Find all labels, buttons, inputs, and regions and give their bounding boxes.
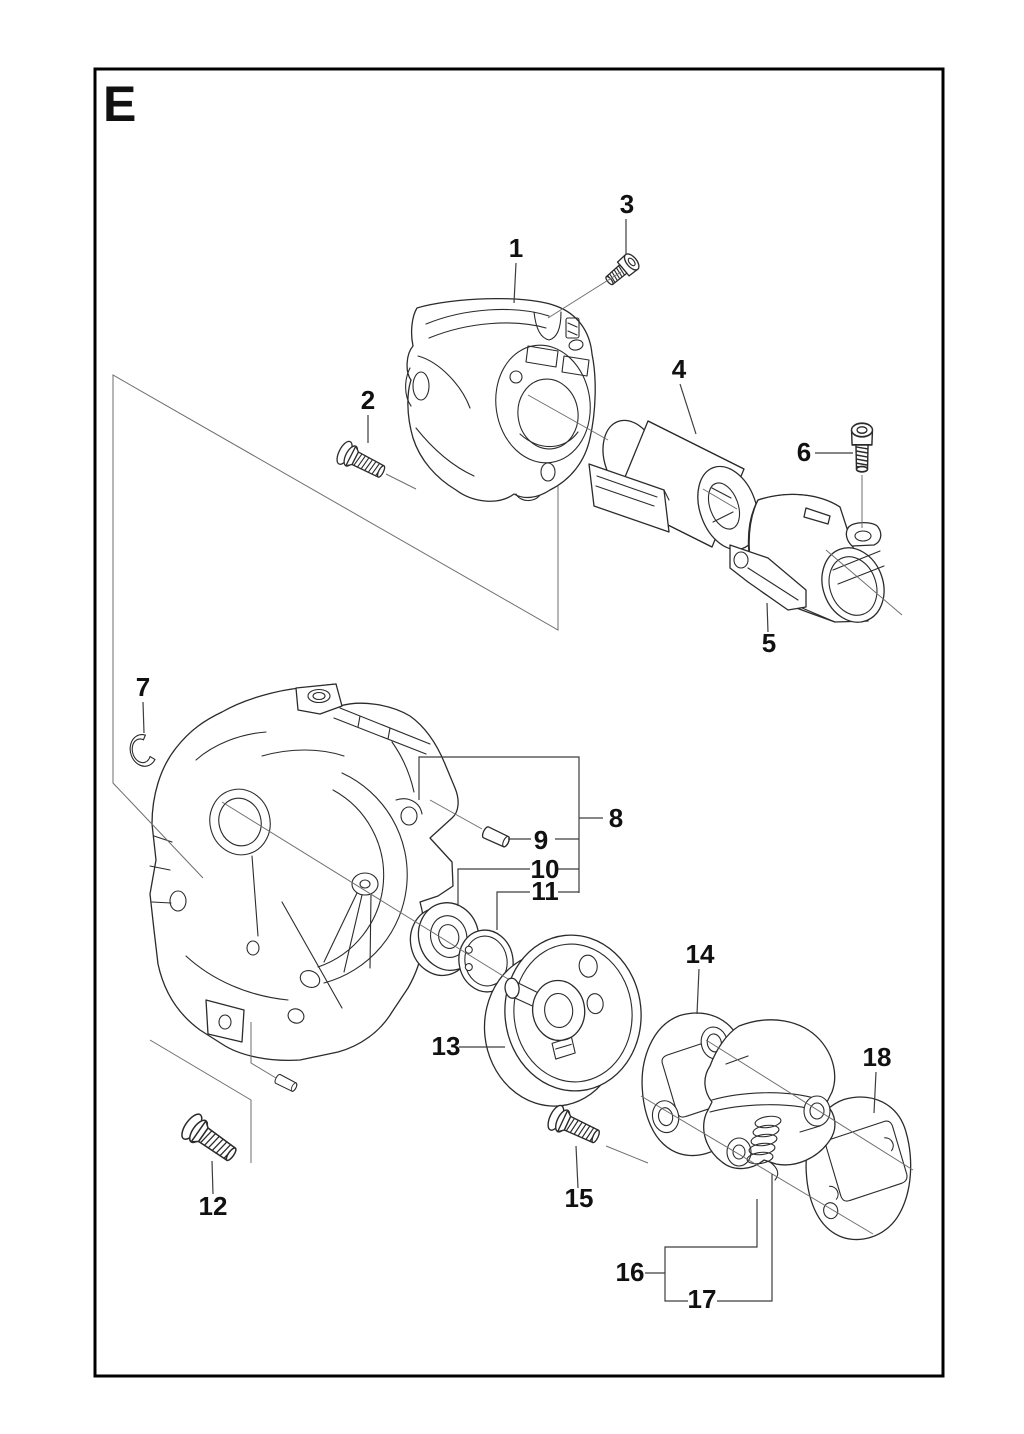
assembly-line-crankcase-to-screw-12 [150,1040,251,1163]
part-2-screw [334,439,389,483]
part-15-screw [545,1103,604,1149]
callout-4-leader [680,384,696,434]
dowel-pin-small [274,1074,298,1093]
callout-7-label: 7 [135,672,151,702]
callout-12-leader [212,1161,213,1194]
callout-11-leader [497,892,530,930]
callout-7-leader [143,702,144,733]
callout-10-leader [458,869,530,906]
callout-18-label: 18 [862,1042,892,1072]
assembly-line-screw-2-axis [386,474,416,489]
callout-6-label: 6 [796,437,812,467]
callout-8-label: 8 [608,803,624,833]
callout-2-label: 2 [360,385,376,415]
callout-12-label: 12 [198,1191,228,1221]
callout-15-leader [576,1146,578,1188]
assembly-line-screw-3-axis [548,272,621,318]
page-letter: E [103,76,137,132]
callout-14-label: 14 [685,939,715,969]
callout-5-label: 5 [761,628,777,658]
callout-13-label: 13 [431,1031,461,1061]
callout-16-label: 16 [615,1257,645,1287]
part-3-screw [602,251,642,289]
assembly-line-screw-15-axis [606,1146,648,1163]
callout-17-leader [717,1174,772,1301]
part-9-dowel-pin [481,826,511,848]
callout-4-label: 4 [671,354,687,384]
callout-3-label: 3 [619,189,635,219]
part-6-screw [852,423,873,472]
part-7-retaining-ring [127,733,156,770]
part-12-screw [178,1111,242,1168]
callout-1-leader [514,263,516,303]
callout-10-label: 10 [530,854,560,884]
part-4-cylindrical-sleeve [589,412,769,558]
callout-14-leader [697,969,699,1014]
part-8-crankcase [150,684,458,1060]
part-5-clamp-tube [730,494,894,631]
callout-15-label: 15 [564,1183,594,1213]
part-1-clutch-housing [406,299,598,502]
callout-17-label: 17 [687,1284,717,1314]
callout-9-label: 9 [533,825,549,855]
callout-11-label: 11 [531,876,559,906]
callout-1-label: 1 [508,233,524,263]
